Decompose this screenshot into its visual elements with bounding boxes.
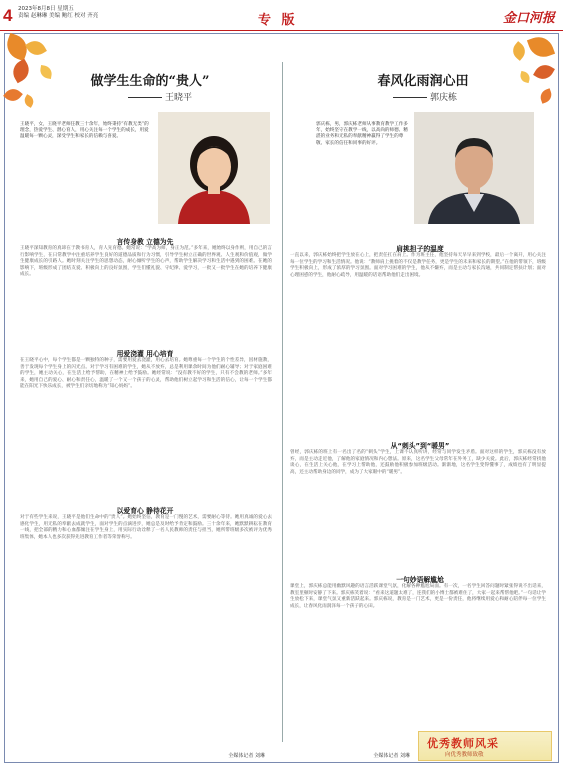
right-subheading-2: 从“刺头”到“暖男” bbox=[390, 442, 450, 450]
right-portrait-photo bbox=[414, 112, 534, 224]
page-number: 4 bbox=[3, 6, 13, 25]
right-paragraph-1: 一直以来，郭庆栋始终把学生放在心上，把责任扛在肩上。作为班主任，他坚持每天早早来到学校，最后一个离开，用心关注每一位学生的学习和生活情况。他说：“教师肩上挑着的不仅是教学任务，更是学生的未来和家长的期望。”在他的带领下，班级学生积极向上，形成了浓厚的学习氛围。面对学习困难的学生，他从不嫌弃，而是主动与家长沟通，共同制定帮扶计划；面对心理困惑的学生，他耐心疏导，用温暖的话语帮助他们走出困境。 bbox=[290, 253, 546, 278]
man-portrait-icon bbox=[414, 112, 534, 224]
date-line bbox=[18, 6, 98, 20]
right-bio: 郭庆栋，男，郭庆栋老师从事教育教学工作多年，始终坚守在教学一线，以高尚的师德、精湛的业务和无私的奉献精神赢得了学生的尊敬、家长的信任和同事的好评。 bbox=[316, 122, 408, 146]
left-subheading-1: 言传身教 立德为先 bbox=[116, 238, 174, 246]
page-header bbox=[0, 0, 563, 31]
right-reporter: 全媒体记者 刘琳 bbox=[373, 753, 410, 759]
section-title: 专 版 bbox=[258, 13, 298, 28]
left-portrait-photo bbox=[158, 112, 270, 224]
banner-subtitle: 向优秀教师致敬 bbox=[445, 752, 484, 758]
left-subheading-2: 用爱浇灌 用心培育 bbox=[116, 350, 174, 358]
right-byline: 郭庆栋 bbox=[360, 90, 490, 103]
left-paragraph-1: 王晓平深知教育的真谛在于教书育人，育人先育德。她常说：“学高为师，身正为范。”多年来，她始终以身作则，用自己的言行影响学生，在日常教学中注重培养学生良好的道德品质和行为习惯，引导学生树立正确的世界观、人生观和价值观，做学生健康成长的引路人。她时刻关注学生的思想动态，耐心倾听学生的心声，帮助学生解决学习和生活中遇到的困难。在她的影响下，班级形成了团结友爱、积极向上的良好氛围，学生们懂礼貌、守纪律、爱学习，一批又一批学生在她的培养下健康成长。 bbox=[20, 246, 272, 277]
right-subheading-1: 肩挑担子的温度 bbox=[396, 245, 444, 253]
teacher-banner bbox=[418, 731, 552, 761]
left-subheading-3: 以爱育心 静待花开 bbox=[116, 507, 174, 515]
right-paragraph-3: 课堂上，郭庆栋总能用幽默风趣的语言活跃课堂气氛，化解各种尴尬局面。有一次，一名学生回答问题时紧张得说不出话来，教室里顿时安静了下来。郭庆栋笑着说：“看来这道题太难了，连我们的小博士都被难住了，大家一起来帮帮他吧。”一句话让学生放松下来，课堂气氛又重新活跃起来。郭庆栋说，教育是一门艺术，更是一份责任，他将继续用爱心和耐心陪伴每一位学生成长，让春风化雨润泽每一个孩子的心田。 bbox=[290, 584, 546, 609]
right-paragraph-2: 曾经，郭庆栋的班上有一名出了名的“刺头”学生，上课不认真听讲，经常与同学发生矛盾。面对这样的学生，郭庆栋没有放弃，而是主动走近他，了解他的家庭情况和内心想法。原来，这名学生父母常年在外务工，缺少关爱。此后，郭庆栋经常找他谈心，在生活上关心他，在学习上帮助他，还鼓励他积极参加班级活动。渐渐地，这名学生变得懂事了，成绩也有了明显提高，还主动帮助身边的同学，成为了大家眼中的“暖男”。 bbox=[290, 450, 546, 475]
right-subheading-3: 一句妙语解尴尬 bbox=[396, 576, 444, 584]
banner-title: 优秀教师风采 bbox=[427, 737, 499, 750]
left-byline: 王晓平 bbox=[90, 90, 230, 103]
left-paragraph-3: 对于有些学生来说，王晓平是他们生命中的“贵人”。她始终坚信，教育是一门慢的艺术，需要耐心等待。她用真诚的爱心去感化学生，用无私的奉献去成就学生，面对学生的点滴进步，她总是及时给予肯定和鼓励。三十余年来，她默默耕耘在教育一线，把全部的精力和心血都倾注在学生身上，用实际行动诠释了一名人民教师的责任与担当，她所带班级多次被评为优秀班集体，她本人也多次获得先进教育工作者等荣誉称号。 bbox=[20, 515, 272, 540]
left-reporter: 全媒体记者 刘琳 bbox=[228, 753, 265, 759]
left-article-title: 做学生生命的“贵人” bbox=[90, 74, 210, 89]
right-article-title: 春风化雨润心田 bbox=[377, 74, 469, 89]
woman-portrait-icon bbox=[158, 112, 270, 224]
editor-text: 责编 赵琳琳 美编 鲍红 校对 齐亮 bbox=[18, 13, 99, 19]
left-paragraph-2: 在王晓平心中，每个学生都是一颗独特的种子，需要用爱去浇灌，用心去培育。她尊重每一个学生的个性差异，因材施教，善于发现每个学生身上的闪光点。对于学习有困难的学生，她从不放弃，总是利用课余时间为他们耐心辅导；对于家庭困难的学生，她主动关心，在生活上给予帮助，在精神上给予鼓励。她经常说：“没有教不好的学生，只有不会教的老师。”多年来，她用自己的爱心、耐心和责任心，温暖了一个又一个孩子的心灵，帮助他们树立起学习和生活的信心，让每一个学生都能在阳光下快乐成长，被学生们亲切地称为“知心妈妈”。 bbox=[20, 358, 272, 389]
column-divider bbox=[282, 62, 283, 742]
date-text: 2023年8月8日 星期五 bbox=[18, 6, 74, 12]
newspaper-logo: 金口河报 bbox=[502, 11, 555, 26]
left-bio: 王晓平，女，王晓平老师任教三十余年，始终秉持“有教无类”的理念，热爱学生、潜心育人，用心关注每一个学生的成长，用爱温暖每一颗心灵，深受学生和家长的信赖与喜爱。 bbox=[20, 122, 149, 140]
